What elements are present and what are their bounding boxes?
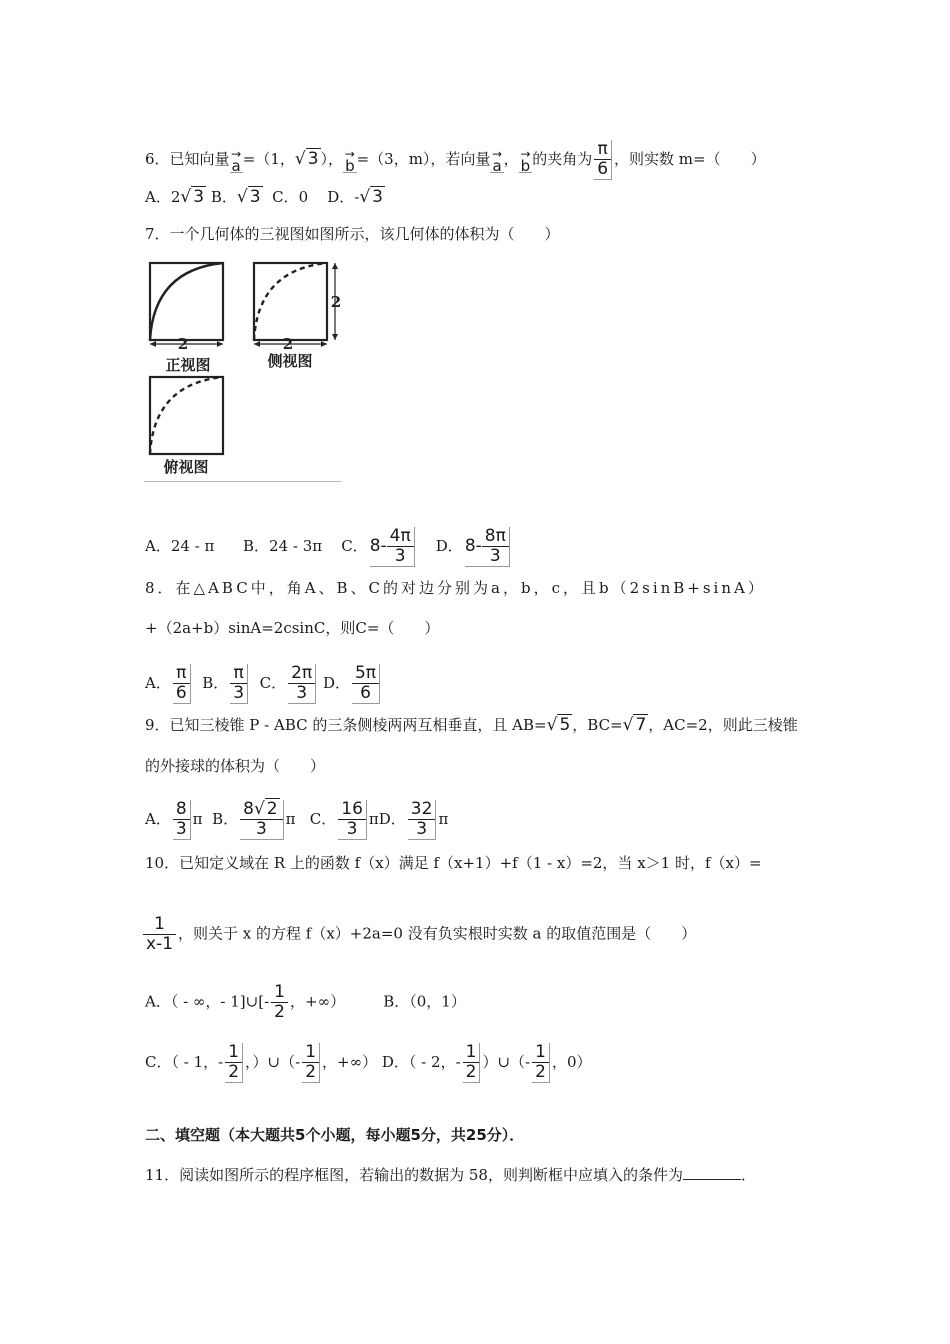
q8-options: A． $\frac{\pi}{6}$ B． $\frac{\pi}{3}$ C． $\frac{2\pi}{3}$ D． $\frac{5\pi}{6}$ [145, 664, 382, 704]
q7-option-a: A．24 - π [145, 537, 215, 555]
vector-b: → b [344, 146, 355, 175]
three-view-figure [144, 258, 344, 483]
q7-option-c: C． [341, 537, 368, 555]
q10-stem-line1: 10．已知定义域在 R 上的函数 f（x）满足 f（x+1）+f（1 - x）=2，当 x＞1 时，f（x）= [145, 854, 762, 872]
fraction-pi-over-6: $\frac{\pi}{6}$ [594, 140, 612, 180]
three-view-drawing [144, 258, 344, 483]
vector-a: → a [231, 146, 242, 175]
sqrt-3: √ 3 [236, 187, 261, 207]
sqrt-3: √ 3 [294, 149, 319, 169]
side-view-label: 侧视图 [267, 352, 313, 370]
q10-option-c: C．（ - 1， [145, 1053, 219, 1071]
q9-stem-line2: 的外接球的体积为（ ） [145, 757, 326, 775]
q9-option-c: C． [309, 810, 337, 828]
fraction-8-minus-4pi-over-3: 8- $\frac{4\pi}{3}$ [370, 527, 415, 567]
q9-option-b: B． [212, 810, 239, 828]
q7-option-d: D． [435, 537, 463, 555]
side-dim-label: 2 [282, 335, 294, 353]
q9-option-a: A． [145, 810, 171, 828]
q6-options [145, 187, 385, 207]
q10-option-d: D．（ - 2， [381, 1053, 456, 1071]
q6-option-b: B． [210, 188, 237, 206]
q8-stem-line1: 8．在△ABC中，角A、B、C的对边分别为a，b，c，且b（2sinB+sinA） [145, 579, 766, 597]
vector-a: → a [492, 146, 503, 175]
q7-option-b: B．24 - 3π [243, 537, 323, 555]
q6-stem: 6．已知向量 → a =（1，√ 3 ）， → b =（3，m），若向量 → a ， → b 的夹角为 $\frac{\pi}{6}$ ，则实数 m=（ ） [145, 139, 766, 179]
top-view-label: 俯视图 [163, 458, 209, 476]
q8-option-b: B． [202, 674, 229, 692]
q7-stem: 7．一个几何体的三视图如图所示，该几何体的体积为（ ） [145, 225, 560, 243]
q9-stem-line1: 9．已知三棱锥 P - ABC 的三条侧棱两两互相垂直，且 AB=√ 5 ，BC=√ 7 ，AC=2，则此三棱锥 [145, 715, 798, 735]
q8-option-c: C． [259, 674, 287, 692]
q9-option-d: D． [378, 810, 406, 828]
q6-option-c: C．0 [272, 188, 309, 206]
fraction-8-minus-8pi-over-3: 8- $\frac{8\pi}{3}$ [465, 527, 510, 567]
sqrt-3: √ 3 [180, 187, 205, 207]
answer-blank[interactable] [683, 1165, 741, 1180]
sqrt-3: √ 3 [359, 187, 383, 207]
q10-option-b: B．（0，1） [383, 992, 466, 1011]
q6-option-d: D．- [327, 188, 360, 206]
vector-b: → b [520, 146, 531, 175]
q8-stem-line2: +（2a+b）sinA=2csinC，则C=（ ） [145, 619, 440, 637]
q11-stem: 11．阅读如图所示的程序框图，若输出的数据为 58，则判断框中应填入的条件为 ． [145, 1166, 756, 1184]
q8-option-a: A． [145, 674, 171, 692]
front-dim-label: 2 [177, 335, 189, 353]
side-height-label: 2 [330, 293, 342, 311]
section-title: 二、填空题（本大题共5个小题，每小题5分，共25分）． [145, 1126, 525, 1144]
q10-options-cd: C．（ - 1，- $\frac{1}{2}$ ，）∪（- $\frac{1}{2}$ ，+∞） D．（ - 2，- $\frac{1}{2}$ ）∪（- $\frac{1}{2}$ ，0） [145, 1042, 592, 1082]
q8-option-d: D． [322, 674, 350, 692]
q9-options: A． $\frac{8}{3}$ π B． $\frac{8√ 2}{3}$ π C． $\frac{16}{3}$ πD． $\frac{32}{3}$ π [145, 799, 449, 839]
q10-stem-line2: $\frac{1}{x-1}$ ，则关于 x 的方程 f（x）+2a=0 没有负实根时实数 a 的取值范围是（ ） [145, 915, 696, 954]
q6-option-a: A．2 [145, 188, 181, 206]
front-view-label: 正视图 [165, 356, 211, 374]
q10-options-ab: A．（ - ∞，- 1]∪[- $\frac{1}{2}$ ，+∞） B．（0，1） [145, 982, 466, 1022]
q10-option-a: A．（ - ∞，- 1]∪[ [145, 992, 265, 1011]
q7-options [145, 527, 512, 567]
